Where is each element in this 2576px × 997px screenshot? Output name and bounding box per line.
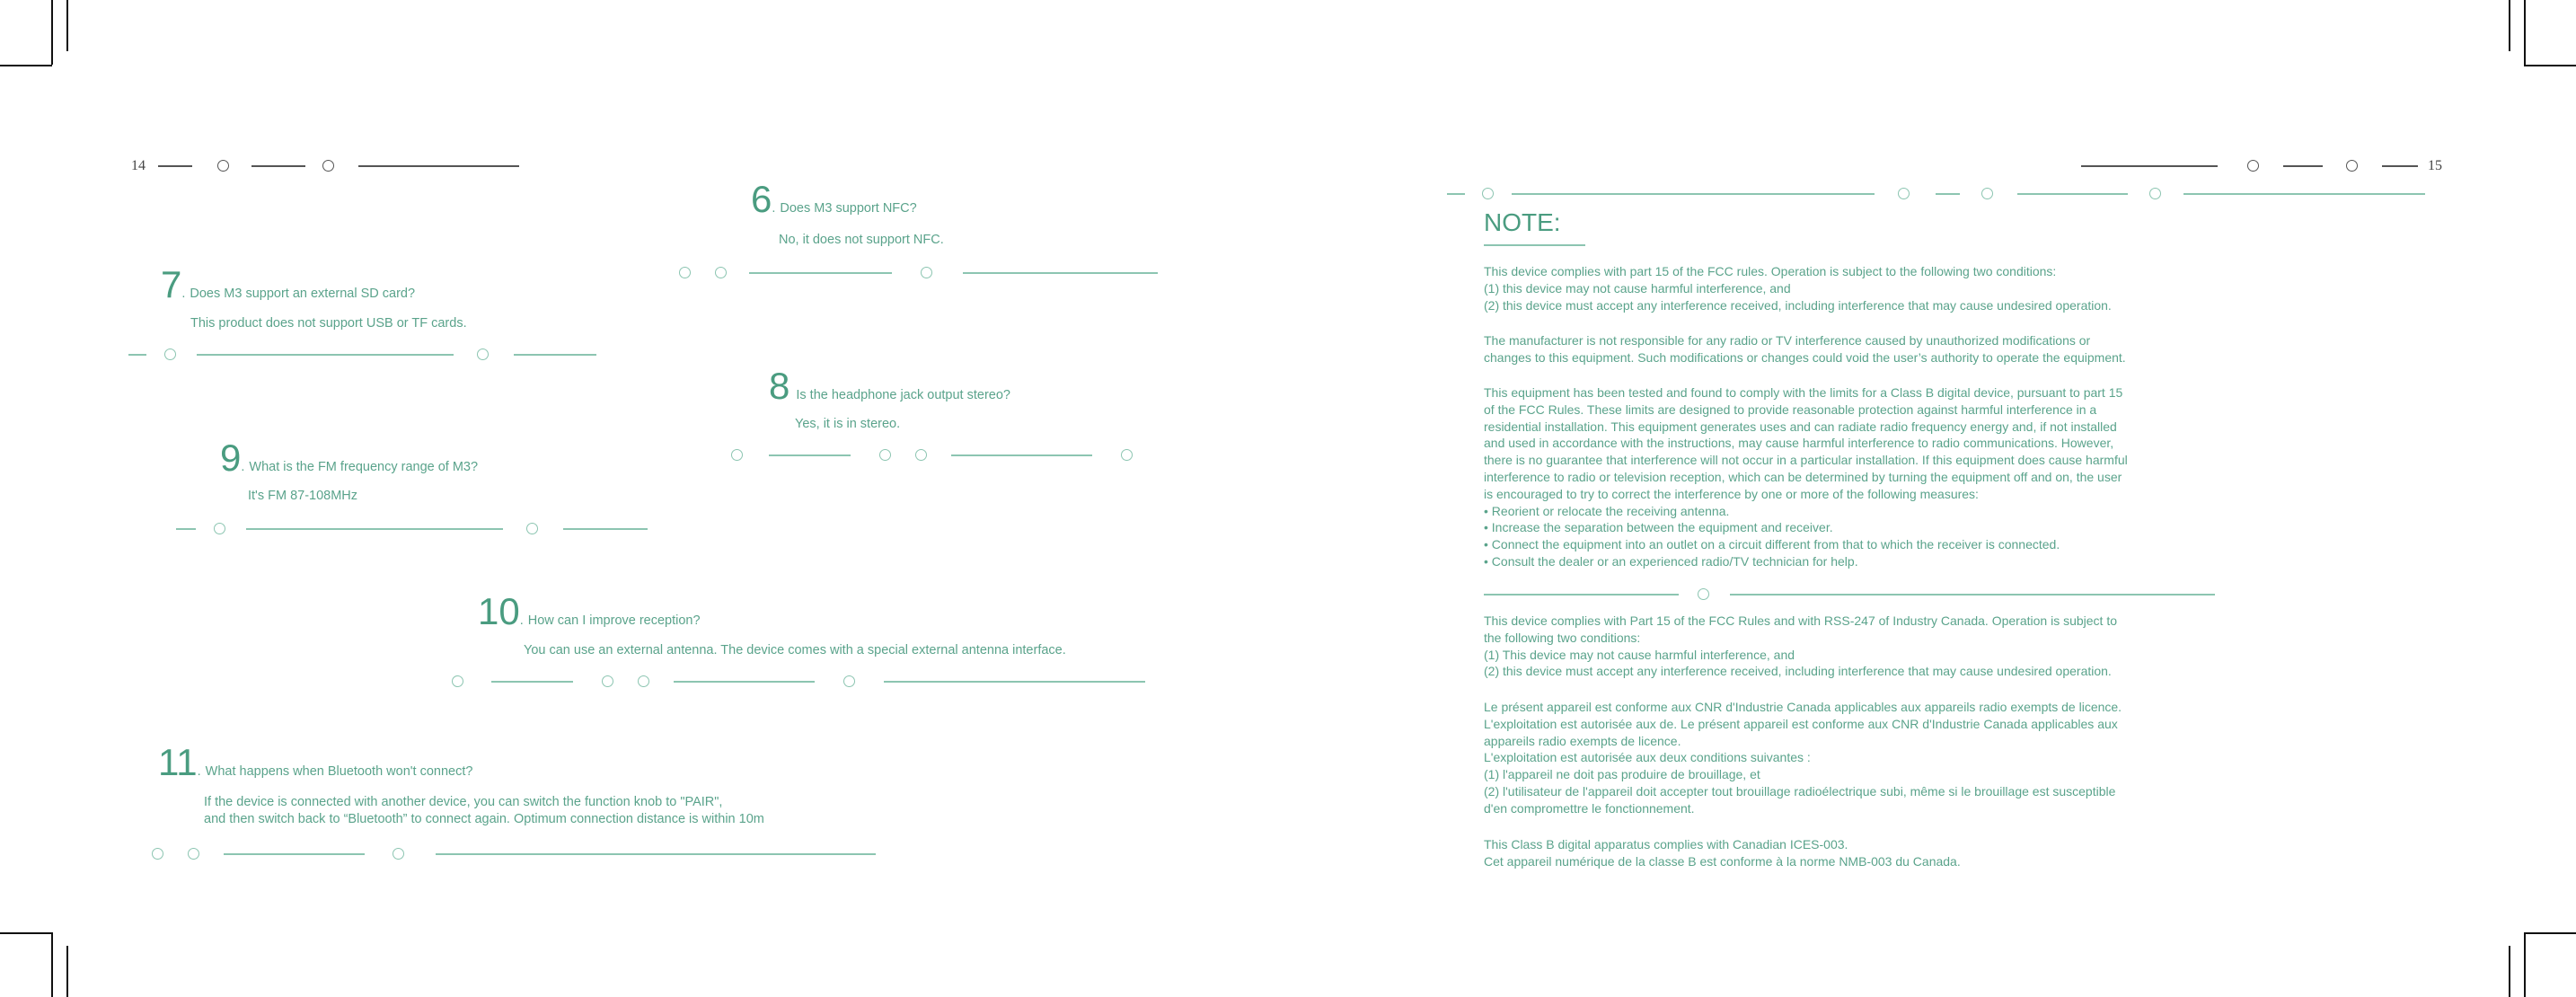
- divider-circle: [1898, 188, 1910, 199]
- divider-circle: [477, 349, 489, 360]
- note-line: and used in accordance with the instructions, may cause harmful interference to radio communications. However,: [1484, 436, 2114, 451]
- faq-number-punct: .: [519, 613, 524, 628]
- crop-mark: [51, 0, 53, 65]
- divider-line: [176, 528, 196, 530]
- faq-answer-line: This product does not support USB or TF cards.: [190, 316, 467, 331]
- note-line: Le présent appareil est conforme aux CNR d'Industrie Canada applicables aux appareils radio exempts de licence.: [1484, 700, 2122, 714]
- note-line: The manufacturer is not responsible for any radio or TV interference caused by unauthorized modifications or: [1484, 333, 2091, 348]
- faq-number-punct: .: [197, 764, 201, 779]
- note-line: the following two conditions:: [1484, 630, 1641, 645]
- faq-answer-line: and then switch back to “Bluetooth” to connect again. Optimum connection distance is within 10m: [204, 812, 764, 826]
- divider-line: [2183, 193, 2425, 195]
- note-line: L'exploitation est autorisée aux de. Le présent appareil est conforme aux CNR d'Industrie Canada applicables aux: [1484, 716, 2118, 731]
- faq-answer-line: You can use an external antenna. The device comes with a special external antenna interface.: [524, 643, 1066, 657]
- note-line: L'exploitation est autorisée aux deux conditions suivantes :: [1484, 750, 1811, 765]
- divider-circle: [188, 848, 199, 860]
- note-line: there is no guarantee that interference will not occur in a particular installation. If this equipment does cause harmful: [1484, 453, 2128, 468]
- divider-line: [2283, 165, 2323, 167]
- divider-circle: [638, 675, 649, 687]
- note-line: appareils radio exempts de licence.: [1484, 733, 1681, 748]
- note-underline: [1484, 244, 1585, 246]
- note-line: d'en compromettre le fonctionnement.: [1484, 800, 1695, 816]
- faq-number: 11: [158, 741, 198, 783]
- divider-circle: [452, 675, 463, 687]
- faq-number: 6: [751, 178, 772, 220]
- divider-line: [491, 681, 573, 683]
- faq-answer: [524, 642, 1066, 659]
- note-line: This Class B digital apparatus complies with Canadian ICES-003.: [1484, 837, 1848, 851]
- note-line: is encouraged to try to correct the interference by one or more of the following measures:: [1484, 486, 1979, 501]
- divider-line: [158, 165, 192, 167]
- divider-circle: [164, 349, 176, 360]
- divider-line: [514, 354, 596, 356]
- divider-line: [963, 272, 1158, 274]
- faq-question: Is the headphone jack output stereo?: [796, 388, 1010, 402]
- divider-circle: [1121, 449, 1133, 461]
- divider-circle: [2149, 188, 2161, 199]
- divider-line: [674, 681, 815, 683]
- faq-question: How can I improve reception?: [527, 613, 701, 628]
- divider-circle: [602, 675, 613, 687]
- faq-question: Does M3 support NFC?: [780, 201, 917, 216]
- note-paragraph: [1484, 699, 2122, 817]
- divider-circle: [1981, 188, 1993, 199]
- note-paragraph: [1484, 384, 2128, 570]
- crop-mark: [2524, 0, 2526, 65]
- note-line: of the FCC Rules. These limits are designed to provide reasonable protection against harmful interference in a: [1484, 401, 2097, 417]
- divider-circle: [915, 449, 927, 461]
- divider-line: [1512, 193, 1875, 195]
- note-title: NOTE:: [1484, 208, 1561, 236]
- faq-number: 9: [220, 437, 242, 479]
- faq-answer-line: Yes, it is in stereo.: [795, 417, 901, 431]
- note-line: residential installation. This equipment generates uses and can radiate radio frequency energy and, if not installed: [1484, 419, 2117, 434]
- note-line: (1) This device may not cause harmful interference, and: [1484, 647, 1795, 662]
- note-line: Cet appareil numérique de la classe B est conforme à la norme NMB-003 du Canada.: [1484, 853, 1961, 869]
- note-line: • Connect the equipment into an outlet on a circuit different from that to which the receiver is connected.: [1484, 537, 2060, 552]
- note-line: This device complies with Part 15 of the FCC Rules and with RSS-247 of Industry Canada. Operation is subject to: [1484, 613, 2118, 628]
- faq-number-punct: .: [772, 201, 776, 216]
- note-line: changes to this equipment. Such modifications or changes could void the user’s authority to operate the equipment.: [1484, 349, 2126, 365]
- divider-line: [2081, 165, 2218, 167]
- note-line: This device complies with part 15 of the FCC rules. Operation is subject to the following two conditions:: [1484, 264, 2057, 278]
- divider-line: [1447, 193, 1465, 195]
- divider-circle: [921, 267, 932, 278]
- divider-line: [951, 454, 1092, 456]
- faq-number-punct: .: [241, 460, 245, 474]
- faq-question-row: [769, 367, 1010, 405]
- divider-line: [224, 853, 365, 855]
- divider-line: [1730, 594, 2215, 596]
- note-line: • Reorient or relocate the receiving antenna.: [1484, 503, 1730, 518]
- divider-line: [2382, 165, 2418, 167]
- divider-circle: [322, 160, 334, 172]
- crop-mark: [51, 932, 53, 997]
- faq-question: What is the FM frequency range of M3?: [249, 460, 479, 474]
- faq-question-row: [161, 263, 416, 305]
- divider-line: [251, 165, 305, 167]
- crop-mark: [2509, 946, 2510, 997]
- divider-line: [128, 354, 146, 356]
- page-number-right: 15: [2428, 158, 2442, 173]
- note-paragraph: [1484, 836, 1961, 870]
- note-line: • Increase the separation between the equipment and receiver.: [1484, 520, 1833, 535]
- faq-number-punct: .: [181, 287, 186, 301]
- divider-circle: [526, 523, 538, 534]
- note-line: This equipment has been tested and found to comply with the limits for a Class B digital device, pursuant to part 15: [1484, 385, 2123, 400]
- crop-mark: [66, 0, 68, 51]
- faq-answer: [779, 232, 944, 249]
- faq-answer-line: If the device is connected with another device, you can switch the function knob to "PAIR",: [204, 795, 723, 809]
- divider-line: [246, 528, 503, 530]
- divider-circle: [1482, 188, 1494, 199]
- page-number-left: 14: [131, 158, 146, 173]
- crop-mark: [2509, 0, 2510, 51]
- divider-circle: [731, 449, 743, 461]
- crop-mark: [2524, 932, 2576, 934]
- faq-question: What happens when Bluetooth won't connect?: [205, 764, 473, 779]
- divider-line: [749, 272, 892, 274]
- divider-line: [2017, 193, 2128, 195]
- crop-mark: [0, 932, 52, 934]
- note-line: (1) this device may not cause harmful interference, and: [1484, 280, 1791, 296]
- divider-line: [884, 681, 1145, 683]
- faq-question-row: [478, 590, 701, 632]
- note-line: (1) l'appareil ne doit pas produire de brouillage, et: [1484, 767, 1760, 782]
- note-paragraph: [1484, 263, 2112, 313]
- divider-circle: [393, 848, 404, 860]
- divider-circle: [843, 675, 855, 687]
- note-line: • Consult the dealer or an experienced radio/TV technician for help.: [1484, 553, 1858, 569]
- faq-question-row: [220, 439, 478, 477]
- divider-line: [1936, 193, 1960, 195]
- note-line: (2) l'utilisateur de l'appareil doit accepter tout brouillage radioélectrique subi, même si le brouillage est susceptible: [1484, 783, 2116, 798]
- divider-circle: [152, 848, 163, 860]
- divider-circle: [2346, 160, 2358, 172]
- faq-answer: [795, 416, 900, 433]
- crop-mark: [66, 946, 68, 997]
- divider-line: [197, 354, 454, 356]
- note-line: interference to radio or television reception, which can be determined by turning the equipment off and on, the user: [1484, 469, 2122, 484]
- faq-answer: [248, 488, 357, 505]
- divider-circle: [879, 449, 891, 461]
- faq-answer-line: It's FM 87-108MHz: [248, 489, 358, 503]
- faq-question-row: [158, 741, 473, 783]
- faq-answer: [204, 794, 764, 828]
- divider-line: [563, 528, 648, 530]
- note-paragraph: [1484, 332, 2126, 366]
- crop-mark: [2524, 932, 2526, 997]
- divider-circle: [1698, 588, 1709, 600]
- divider-line: [436, 853, 876, 855]
- divider-line: [358, 165, 519, 167]
- divider-circle: [2247, 160, 2259, 172]
- faq-number: 7: [161, 263, 182, 305]
- divider-circle: [679, 267, 691, 278]
- divider-circle: [214, 523, 225, 534]
- faq-answer: [190, 315, 467, 332]
- divider-circle: [217, 160, 229, 172]
- crop-mark: [2524, 65, 2576, 66]
- divider-line: [769, 454, 851, 456]
- faq-number: 10: [478, 590, 520, 632]
- crop-mark: [0, 65, 52, 66]
- note-paragraph: [1484, 613, 2117, 680]
- note-line: (2) this device must accept any interference received, including interference that may cause undesired operation.: [1484, 297, 2112, 313]
- note-line: (2) this device must accept any interference received, including interference that may cause undesired operation.: [1484, 664, 2112, 679]
- divider-circle: [715, 267, 727, 278]
- divider-line: [1484, 594, 1679, 596]
- faq-question: Does M3 support an external SD card?: [190, 287, 416, 301]
- faq-question-row: [751, 178, 917, 220]
- faq-answer-line: No, it does not support NFC.: [779, 233, 944, 247]
- faq-number: 8: [769, 365, 790, 407]
